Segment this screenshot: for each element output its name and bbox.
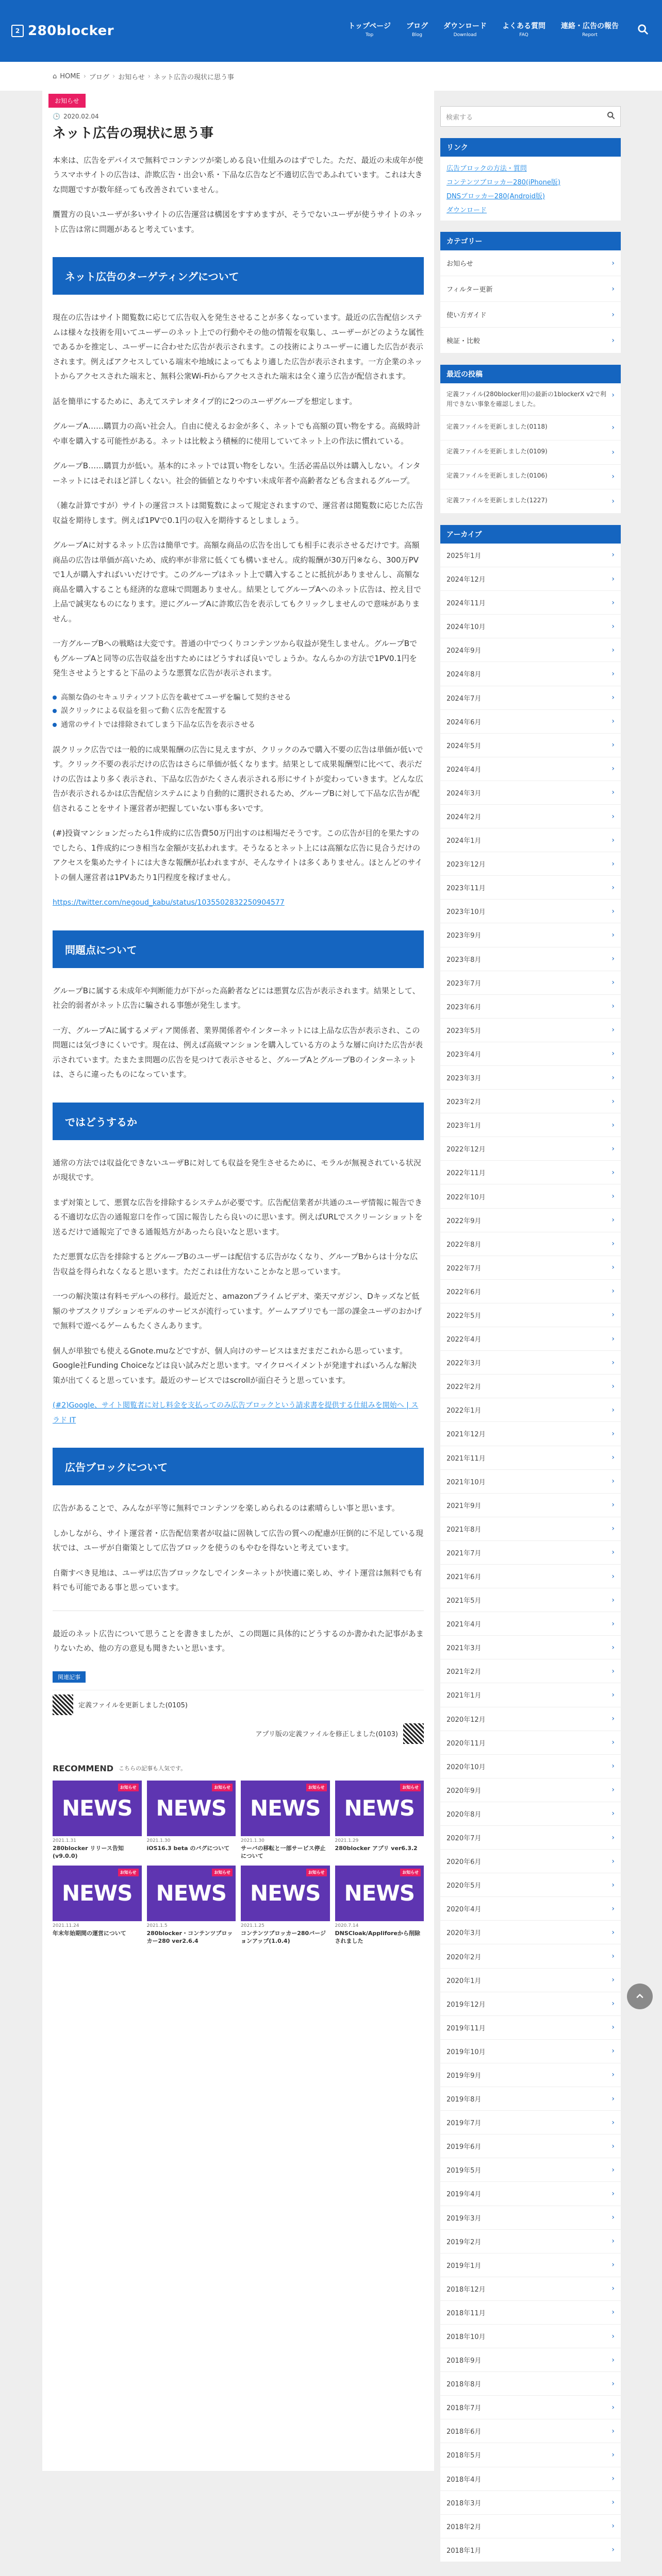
chevron-right-icon: ›: [611, 574, 615, 583]
card-thumbnail: お知らせ NEWS: [147, 1781, 236, 1836]
post-thumbnail: [403, 1723, 424, 1744]
section-heading: 広告ブロックについて: [53, 1448, 424, 1485]
breadcrumb-category[interactable]: お知らせ: [118, 73, 145, 81]
archive-item[interactable]: 2020年4月 ›: [440, 1897, 621, 1921]
archive-item[interactable]: 2018年5月 ›: [440, 2443, 621, 2467]
recommend-card[interactable]: お知らせ NEWS 2021.1.31 280blocker リリース告知(v9.0.0): [53, 1781, 142, 1860]
chevron-right-icon: ›: [611, 1311, 615, 1319]
chevron-right-icon: ›: [611, 336, 615, 345]
archive-item[interactable]: 2022年4月 ›: [440, 1327, 621, 1351]
archive-item[interactable]: 2020年2月 ›: [440, 1944, 621, 1968]
chevron-right-icon: ›: [611, 284, 615, 293]
chevron-right-icon: ›: [611, 1144, 615, 1153]
intro-paragraph: 贋置方の良いユーザが多いサイトの広告運営は構図をすすめますが、そうでないユーザが使うサイトのネット広告は常に問題があると考えています。: [53, 210, 423, 234]
nav-faq[interactable]: よくある質問 FAQ: [502, 22, 545, 38]
nav-blog[interactable]: ブログ Blog: [406, 22, 428, 38]
archive-item[interactable]: 2019年7月 ›: [440, 2111, 621, 2134]
chevron-right-icon: ›: [611, 1429, 615, 1438]
archive-item[interactable]: 2024年11月 ›: [440, 591, 621, 615]
archive-item[interactable]: 2020年7月 ›: [440, 1826, 621, 1850]
chevron-right-icon: ›: [611, 1880, 615, 1889]
chevron-right-icon: ›: [611, 1904, 615, 1913]
body-paragraph: 一つの解決策は有料モデルへの移行。最近だと、amazonプライムビデオ、楽天マガジン、Dキッズなど低額のサブスクリプションモデルのサービスが流行っています。ゲームアプリでも一部の課金ユーザのおかげで無料で遊べるゲームもたくさんあります。: [53, 1292, 422, 1331]
chevron-right-icon: ›: [611, 741, 615, 750]
archive-item[interactable]: 2019年10月 ›: [440, 2040, 621, 2063]
archive-item[interactable]: 2024年8月 ›: [440, 662, 621, 686]
archive-item[interactable]: 2021年3月 ›: [440, 1636, 621, 1659]
logo-text: 280blocker: [28, 23, 114, 39]
section-heading: ネット広告のターゲティングについて: [53, 257, 424, 295]
breadcrumb: ⌂ HOME › ブログ › お知らせ › ネット広告の現状に思う事: [0, 62, 662, 91]
recent-post[interactable]: 定義ファイルを更新しました(0109) ›: [440, 440, 621, 465]
chevron-right-icon: ›: [611, 907, 615, 916]
section-heading: 問題点について: [53, 930, 424, 968]
sidebar-link[interactable]: コンテンツブロッカー280(iPhone版): [446, 179, 560, 187]
post-date: 🕒 2020.02.04: [53, 113, 99, 120]
chevron-right-icon: ›: [611, 1857, 615, 1866]
archive-item[interactable]: 2022年9月 ›: [440, 1209, 621, 1232]
chevron-right-icon: ›: [611, 2047, 615, 2056]
archive-item[interactable]: 2021年8月 ›: [440, 1517, 621, 1541]
chevron-right-icon: ›: [611, 1596, 615, 1604]
archive-item[interactable]: 2023年12月 ›: [440, 852, 621, 876]
chevron-right-icon: ›: [611, 310, 615, 319]
body-paragraph: ただ悪質な広告を排除するとグループBのユーザーは配信する広告がなくなり、グループBからは十分な広告収益を得られなくなると思います。ただこれは仕方ないことかなと思っています。: [53, 1252, 418, 1276]
archive-item[interactable]: 2023年1月 ›: [440, 1113, 621, 1137]
chevron-right-icon: ›: [611, 930, 615, 939]
site-header: [0, 0, 662, 62]
archive-item[interactable]: 2018年1月 ›: [440, 2538, 621, 2562]
recent-post[interactable]: 定義ファイルを更新しました(0118) ›: [440, 416, 621, 440]
chevron-right-icon: ›: [611, 1976, 615, 1985]
chevron-right-icon: ›: [611, 2546, 615, 2554]
archive-item[interactable]: 2022年11月 ›: [440, 1161, 621, 1184]
chevron-right-icon: ›: [611, 2237, 615, 2246]
chevron-right-icon: ›: [611, 1619, 615, 1628]
widget-title-links: リンク: [440, 138, 621, 157]
section-heading: ではどうするか: [53, 1103, 424, 1140]
archive-item[interactable]: 2020年11月 ›: [440, 1731, 621, 1755]
card-thumbnail: お知らせ NEWS: [53, 1866, 142, 1921]
bullet-list: [53, 691, 424, 732]
post-navigation: [53, 1690, 424, 1748]
breadcrumb-blog[interactable]: ブログ: [89, 73, 109, 81]
chevron-right-icon: ›: [611, 2165, 615, 2174]
clock-icon: 🕒: [53, 113, 60, 120]
scroll-to-top-button[interactable]: [627, 1984, 653, 2009]
article: [42, 91, 434, 2471]
chevron-right-icon: ›: [611, 497, 615, 505]
archive-item[interactable]: 2023年5月 ›: [440, 1019, 621, 1042]
body-paragraph: グループAに対するネット広告は簡単です。高額な商品の広告を出しても相手に表示させるだけです。高額商品の広告は単価が高いため、成約率が非常に低くても構いません。成約報酬が30万円※なら、300万PVで1人が購入すればいいだけです。このグループはネット上で購入することに抵抗がありませんし、高額な商品を購入することも経済的な意味で問題ありません。結果としてグループAへのネット広告は、控え目で上品で誠実なものになります。逆にグループAに詐欺広告を表示してもクリックしませんので意味がありません。: [53, 540, 421, 623]
chevron-right-icon: ›: [611, 1049, 615, 1058]
chevron-right-icon: ›: [611, 2355, 615, 2364]
chevron-right-icon: ›: [611, 1477, 615, 1486]
recommend-card[interactable]: お知らせ NEWS 2021.1.30 iOS16.3 beta のバグについて: [147, 1781, 236, 1860]
chevron-right-icon: ›: [611, 1263, 615, 1272]
body-paragraph: 通常の方法では収益化できないユーザBに対しても収益を発生させるために、モラルが無視されている状況が現状です。: [53, 1158, 421, 1182]
archive-item[interactable]: 2019年8月 ›: [440, 2087, 621, 2111]
archive-item[interactable]: 2022年6月 ›: [440, 1280, 621, 1303]
list-item: 通常のサイトでは排除されてしまう下品な広告を表示させる: [53, 718, 424, 732]
archive-item[interactable]: 2021年10月 ›: [440, 1470, 621, 1494]
card-thumbnail: お知らせ NEWS: [53, 1781, 142, 1836]
chevron-right-icon: ›: [611, 788, 615, 797]
archive-item[interactable]: 2022年2月 ›: [440, 1375, 621, 1398]
archive-item[interactable]: 2021年11月 ›: [440, 1446, 621, 1470]
chevron-right-icon: ›: [611, 1240, 615, 1248]
post-thumbnail: [53, 1694, 73, 1715]
archive-item[interactable]: 2023年10月 ›: [440, 900, 621, 923]
page-title: ネット広告の現状に思う事: [53, 126, 214, 141]
widget-title-recent: 最近の投稿: [440, 365, 621, 383]
archive-item[interactable]: 2021年7月 ›: [440, 1541, 621, 1565]
logo-mark: 2: [11, 25, 24, 37]
chevron-right-icon: ›: [611, 1358, 615, 1367]
archive-item[interactable]: 2020年9月 ›: [440, 1778, 621, 1802]
archive-item[interactable]: 2019年3月 ›: [440, 2206, 621, 2230]
archive-item[interactable]: 2023年2月 ›: [440, 1090, 621, 1113]
archive-item[interactable]: 2022年7月 ›: [440, 1256, 621, 1280]
chevron-right-icon: ›: [611, 2427, 615, 2435]
archive-item[interactable]: 2018年7月 ›: [440, 2396, 621, 2419]
chevron-right-icon: ›: [611, 1809, 615, 1818]
category-item[interactable]: フィルター更新 ›: [440, 276, 621, 302]
recent-posts: [440, 383, 621, 514]
archive-item[interactable]: 2020年6月 ›: [440, 1850, 621, 1873]
archive-item[interactable]: 2018年9月 ›: [440, 2348, 621, 2372]
chevron-right-icon: ›: [611, 765, 615, 773]
chevron-right-icon: ›: [611, 2522, 615, 2531]
chevron-right-icon: ›: [611, 1097, 615, 1106]
body-paragraph: 話を簡単にするために、あえてステレオタイプ的に2つのユーザグループを想定します。: [53, 396, 357, 406]
body-paragraph: 誤クリック広告では一般的に成果報酬の広告に見えますが、クリックのみで購入不要の広告は単価が低いです。クリック不要の表示だけの広告はさらに単価が低くなります。結果として成果報酬型に比べて、表示だけの広告はより多く表示され、下品な広告がたくさん表示される形にサイトが変わっていきます。どんな広告が表示されるかは広告配信システムにより自動的に選択されるため、グループBに対して下品な広告が配信されることをサイト運営者が把握していない事も多いです。: [53, 744, 423, 813]
chevron-right-icon: ›: [611, 1334, 615, 1343]
breadcrumb-home[interactable]: HOME: [60, 72, 80, 80]
chevron-right-icon: ›: [611, 1216, 615, 1225]
recommend-heading: RECOMMEND こちらの記事も人気です。: [53, 1763, 187, 1773]
card-thumbnail: お知らせ NEWS: [241, 1781, 330, 1836]
archive-item[interactable]: 2021年6月 ›: [440, 1565, 621, 1588]
body-paragraph: グループB……購買力が低い。基本的にネットでは買い物をしない。生活必需品以外は購入しない。インターネットにはそれほど詳しくない。社会的価値となりやすい未成年者や高齢者なども含まれるグループ。: [53, 461, 421, 485]
search-icon[interactable]: [634, 21, 652, 38]
chevron-right-icon: ›: [611, 1192, 615, 1201]
archive-item[interactable]: 2024年12月 ›: [440, 567, 621, 591]
global-nav: [348, 21, 652, 38]
archive-item[interactable]: 2019年2月 ›: [440, 2230, 621, 2253]
archive-item[interactable]: 2024年3月 ›: [440, 781, 621, 805]
chevron-right-icon: ›: [611, 1667, 615, 1675]
body-paragraph: 個人が単独でも使えるGnote.muなどですが、個人向けのサービスはまだまだこれから思っています。Google社Funding Choiceなどは良い試みだと思います。マイクロペイメントが発達すればいろんな解決策が出てくると思っています。最近のサービスではscrollが面白そうと思っています。: [53, 1346, 417, 1385]
chevron-right-icon: ›: [611, 2118, 615, 2127]
category-item[interactable]: 検証・比較 ›: [440, 328, 621, 353]
archive-item[interactable]: 2019年5月 ›: [440, 2158, 621, 2182]
chevron-right-icon: ›: [611, 2498, 615, 2507]
chevron-right-icon: ›: [611, 423, 615, 432]
archive-item[interactable]: 2023年8月 ›: [440, 947, 621, 971]
archive-item[interactable]: 2021年9月 ›: [440, 1494, 621, 1517]
widget-title-categories: カテゴリー: [440, 232, 621, 250]
archive-item[interactable]: 2019年6月 ›: [440, 2134, 621, 2158]
archive-item[interactable]: 2018年8月 ›: [440, 2372, 621, 2396]
archive-item[interactable]: 2024年5月 ›: [440, 734, 621, 757]
chevron-right-icon: ›: [611, 622, 615, 631]
archive-item[interactable]: 2021年1月 ›: [440, 1683, 621, 1707]
chevron-right-icon: ›: [611, 978, 615, 987]
archive-item[interactable]: 2024年1月 ›: [440, 828, 621, 852]
list-item: 誤クリックによる収益を狙って動く広告を配置する: [53, 704, 424, 718]
archive-item[interactable]: 2023年11月 ›: [440, 876, 621, 900]
chevron-right-icon: ›: [611, 1453, 615, 1462]
recommend-card[interactable]: お知らせ NEWS 2020.7.14 DNSCloak/Appliforeから削除されました: [335, 1866, 424, 1945]
recommend-card[interactable]: お知らせ NEWS 2021.1.25 コンテンツブロッカー280バージョンアップ(1.0.4): [241, 1866, 330, 1945]
chevron-right-icon: ›: [611, 669, 615, 678]
card-thumbnail: お知らせ NEWS: [335, 1866, 424, 1921]
body-paragraph: 一方グループBへの戦略は大変です。普通の中でつくりコンテンツから収益が発生しません。グループBでもグループAと同等の広告収益を出すためにはどうすれば良いでしょうか。なんらかの方法で1PV0.1円を発生させようとすると下品のような悪質な広告が表示されます。: [53, 639, 418, 678]
archive-item[interactable]: 2018年4月 ›: [440, 2467, 621, 2491]
chevron-right-icon: ›: [611, 646, 615, 654]
prev-post-link[interactable]: 定義ファイルを更新しました(0105): [53, 1690, 424, 1719]
archive-item[interactable]: 2020年8月 ›: [440, 1802, 621, 1826]
body-paragraph: (#)投資マンションだったら1件成約に広告費50万円出すのは相場だそうです。この広告が目的を果たすのでしたら、1件成約につき相当な金額が支払われます。そうなるとネット上には高額な広告に見合うだけのアクセスを集めたサイトには大きな報酬が払われますが、そんなサイトは多くありません。ほとんどのサイトの個人運営者は1PVあたり1円程度を稼げません。: [53, 828, 423, 882]
archive-item[interactable]: 2019年1月 ›: [440, 2253, 621, 2277]
twitter-link[interactable]: https://twitter.com/negoud_kabu/status/1035502832250904577: [53, 899, 285, 907]
chevron-right-icon: ›: [611, 812, 615, 821]
chevron-right-icon: ›: [611, 1002, 615, 1011]
chevron-right-icon: ›: [611, 1572, 615, 1581]
chevron-right-icon: ›: [611, 2332, 615, 2341]
archive-item[interactable]: 2022年8月 ›: [440, 1232, 621, 1256]
chevron-right-icon: ›: [611, 1524, 615, 1533]
chevron-right-icon: ›: [611, 1738, 615, 1747]
chevron-right-icon: ›: [611, 1762, 615, 1771]
recommend-card[interactable]: お知らせ NEWS 2021.1.5 280blocker・コンテンツブロッカー280 ver2.6.4: [147, 1866, 236, 1945]
recommend-card[interactable]: お知らせ NEWS 2021.1.29 280blocker アプリ ver6.3.2: [335, 1781, 424, 1860]
archive-item[interactable]: 2020年10月 ›: [440, 1755, 621, 1778]
intro-paragraph: 本来は、広告をデバイスで無料でコンテンツが楽しめる良い仕組みのはずでした。ただ、最近の未成年が使うスマホサイトの広告は、詐欺広告・出会い系・下品な広告など不適切広告であふれています。これは大きな問題ですが数年経っても改善されていません。: [53, 155, 423, 194]
archive-list: [440, 544, 621, 2562]
archive-item[interactable]: 2023年4月 ›: [440, 1042, 621, 1066]
archive-item[interactable]: 2024年4月 ›: [440, 757, 621, 781]
category-list: [440, 250, 621, 353]
archive-item[interactable]: 2024年7月 ›: [440, 686, 621, 710]
sidebar-link[interactable]: ダウンロード: [446, 207, 487, 214]
recent-post[interactable]: 定義ファイルを更新しました(1227) ›: [440, 489, 621, 514]
chevron-right-icon: ›: [611, 391, 615, 399]
archive-item[interactable]: 2018年12月 ›: [440, 2277, 621, 2301]
next-post-link[interactable]: アプリ版の定義ファイルを修正しました(0103): [53, 1719, 424, 1748]
chevron-right-icon: ›: [611, 1786, 615, 1794]
archive-item[interactable]: 2024年10月 ›: [440, 615, 621, 638]
chevron-right-icon: ›: [611, 2450, 615, 2459]
nav-download[interactable]: ダウンロード Download: [443, 22, 487, 38]
archive-item[interactable]: 2024年9月 ›: [440, 638, 621, 662]
site-logo[interactable]: [11, 23, 114, 39]
chevron-right-icon: ›: [611, 1999, 615, 2008]
recent-post[interactable]: 定義ファイルを更新しました(0106) ›: [440, 465, 621, 489]
body-paragraph: 自衛すべき見地は、ユーザは広告ブロックなしでインターネットが快適に楽しめ、サイト運営は無料でも有料でも可能である事と思っています。: [53, 1568, 422, 1592]
body-paragraph: 広告があることで、みんなが平等に無料でコンテンツを楽しめられるのは素晴らしい事と思います。: [53, 1503, 400, 1513]
archive-item[interactable]: 2025年1月 ›: [440, 544, 621, 567]
chevron-right-icon: ›: [611, 1690, 615, 1699]
archive-item[interactable]: 2024年6月 ›: [440, 710, 621, 734]
archive-item[interactable]: 2022年12月 ›: [440, 1137, 621, 1161]
chevron-right-icon: ›: [611, 1952, 615, 1961]
nav-top[interactable]: トップページ Top: [348, 22, 391, 38]
chevron-right-icon: ›: [611, 2261, 615, 2269]
chevron-right-icon: ›: [611, 955, 615, 963]
chevron-right-icon: ›: [611, 2023, 615, 2032]
archive-item[interactable]: 2019年4月 ›: [440, 2182, 621, 2206]
chevron-right-icon: ›: [611, 1833, 615, 1842]
chevron-right-icon: ›: [611, 1928, 615, 1937]
archive-item[interactable]: 2023年3月 ›: [440, 1066, 621, 1090]
archive-item[interactable]: 2020年12月 ›: [440, 1707, 621, 1731]
archive-item[interactable]: 2022年10月 ›: [440, 1184, 621, 1208]
chevron-right-icon: ›: [611, 472, 615, 481]
chevron-right-icon: ›: [611, 2094, 615, 2103]
category-item[interactable]: お知らせ ›: [440, 250, 621, 276]
chevron-right-icon: ›: [611, 1121, 615, 1129]
archive-item[interactable]: 2023年6月 ›: [440, 995, 621, 1019]
sidebar-link[interactable]: 広告ブロックの方法・質問: [446, 165, 527, 173]
recent-post[interactable]: 定義ファイル(280blocker用)の最新の1blockerX v2で利用できない事象を確認しました。 ›: [440, 383, 621, 416]
body-paragraph: グループA……購買力の高い社会人。自由に使えるお金が多く、ネットでも高額の買い物をする。高級時計や車を購入する可能性がある。ネットは比較よう積極的に使用していてネット上の作法に慣れている。: [53, 421, 421, 446]
sidebar-link[interactable]: DNSブロッカー280(Android版): [446, 193, 545, 200]
chevron-right-icon: ›: [611, 1405, 615, 1414]
body-paragraph: （雑な計算ですが）サイトの運営コストは閲覧数によって規定されますので、運営者は閲覧数に応じた広告収益を期待します。例えば1PVで0.1円の収入を期待するとしましょう。: [53, 501, 423, 525]
chevron-right-icon: ›: [611, 836, 615, 844]
search-input[interactable]: 検索する: [440, 106, 621, 127]
archive-item[interactable]: 2020年5月 ›: [440, 1873, 621, 1897]
home-icon: ⌂: [53, 72, 57, 80]
chevron-right-icon: ›: [611, 859, 615, 868]
chevron-right-icon: ›: [611, 2189, 615, 2198]
body-paragraph: しかしながら、サイト運営者・広告配信業者が収益に固執して広告の質への配慮が圧倒的に不足している現状では、ユーザが自衛策として広告ブロックを使うのもやむを得ないと考えています。: [53, 1528, 423, 1553]
chevron-right-icon: ›: [611, 1026, 615, 1035]
related-label: 関連記事: [53, 1671, 86, 1683]
chevron-right-icon: ›: [611, 551, 615, 560]
chevron-right-icon: ›: [611, 1548, 615, 1557]
chevron-right-icon: ›: [611, 1715, 615, 1723]
archive-item[interactable]: 2021年2月 ›: [440, 1659, 621, 1683]
chevron-right-icon: ›: [611, 883, 615, 892]
chevron-right-icon: ›: [611, 259, 615, 267]
archive-item[interactable]: 2019年12月 ›: [440, 1992, 621, 2016]
nav-report[interactable]: 連絡・広告の報告 Report: [561, 22, 619, 38]
sidebar: [440, 106, 621, 2562]
archive-item[interactable]: 2021年4月 ›: [440, 1612, 621, 1636]
archive-item[interactable]: 2019年11月 ›: [440, 2016, 621, 2040]
body-paragraph: まず対策として、悪質な広告を排除するシステムが必要です。広告配信業者が共通のユーザ情報に報告できる不適切な広告の通報窓口を作って国に報告したら良いのに思います。例えばURLでスクリーンショットを送るだけで通報完了できる通報処方があったら良いなと思います。: [53, 1197, 423, 1236]
chevron-right-icon: ›: [611, 2475, 615, 2483]
chevron-right-icon: ›: [611, 2403, 615, 2412]
archive-item[interactable]: 2020年1月 ›: [440, 1969, 621, 1992]
chevron-right-icon: ›: [611, 717, 615, 726]
archive-item[interactable]: 2022年3月 ›: [440, 1351, 621, 1375]
search-icon[interactable]: [607, 111, 615, 122]
link-list: [440, 157, 621, 221]
widget-title-archive: アーカイブ: [440, 525, 621, 544]
recommend-grid: [53, 1781, 424, 1945]
recommend-card[interactable]: お知らせ NEWS 2021.1.30 サーバの移転と一部サービス停止について: [241, 1781, 330, 1860]
chevron-right-icon: ›: [611, 2213, 615, 2222]
chevron-right-icon: ›: [611, 1287, 615, 1296]
body-paragraph: 現在の広告はサイト閲覧数に応じて広告収入を発生させることが多くなっています。最近の広告配信システムは様々な技術を用いてユーザーのネット上での行動やその他の情報を収集し、ユーザーがどのような属性であるかを推定し、ユーザーに合わせた広告が表示されます。この技術によりユーザーに適した広告が表示されます。例えばアクセスしている端末や地域によってもより適した広告が表示されます。一方企業のネットからアクセスされた端末と、無料公衆Wi-Fiからアクセスされた端末は全く違う広告が配信されます。: [53, 313, 424, 381]
archive-item[interactable]: 2024年2月 ›: [440, 805, 621, 828]
body-paragraph: 最近のネット広告について思うことを書きましたが、この問題に具体的にどうするのか書かれた記事があまりないため、他の方の意見も聞きたいと思います。: [53, 1629, 424, 1653]
archive-item[interactable]: 2018年3月 ›: [440, 2491, 621, 2515]
archive-item[interactable]: 2020年3月 ›: [440, 1921, 621, 1944]
chevron-right-icon: ›: [611, 1643, 615, 1652]
category-item[interactable]: 使い方ガイド ›: [440, 302, 621, 328]
archive-item[interactable]: 2018年6月 ›: [440, 2419, 621, 2443]
card-thumbnail: お知らせ NEWS: [147, 1866, 236, 1921]
archive-item[interactable]: 2018年2月 ›: [440, 2515, 621, 2538]
body-paragraph: 一方、グループAに属するメディア関係者、業界関係者やインターネットには上品な広告が表示され、この問題には気づきにくいです。現在は、例えば高級マンションを購入している方のような層に向けた広告が表示されています。たまたま問題の広告を見つけて表示させると、グループAとグループBのインターネットは、さらに違ったものになっています。: [53, 1025, 423, 1079]
archive-item[interactable]: 2022年5月 ›: [440, 1303, 621, 1327]
chevron-up-icon: [635, 1991, 645, 2002]
category-badge[interactable]: お知らせ: [48, 94, 86, 108]
chevron-right-icon: ›: [611, 2071, 615, 2079]
archive-item[interactable]: 2019年9月 ›: [440, 2063, 621, 2087]
chevron-right-icon: ›: [611, 2308, 615, 2317]
chevron-right-icon: ›: [611, 598, 615, 607]
archive-item[interactable]: 2023年7月 ›: [440, 971, 621, 995]
recommend-card[interactable]: お知らせ NEWS 2021.11.24 年末年始期間の運営について: [53, 1866, 142, 1945]
archive-item[interactable]: 2022年1月 ›: [440, 1398, 621, 1422]
archive-item[interactable]: 2023年9月 ›: [440, 923, 621, 947]
chevron-right-icon: ›: [611, 1382, 615, 1391]
chevron-right-icon: ›: [611, 1073, 615, 1082]
chevron-right-icon: ›: [611, 693, 615, 702]
archive-item[interactable]: 2018年10月 ›: [440, 2325, 621, 2348]
chevron-right-icon: ›: [611, 448, 615, 456]
card-thumbnail: お知らせ NEWS: [335, 1781, 424, 1836]
chevron-right-icon: ›: [611, 1168, 615, 1177]
slashdot-link[interactable]: (#2)Google、サイト閲覧者に対し料金を支払ってのみ広告ブロックという請求書を提供する仕組みを開始へ | スラド IT: [53, 1401, 419, 1425]
body-paragraph: グループBに属する未成年や判断能力が下がった高齢者などには悪質な広告が表示されます。結果として、社会的弱者がネット広告に騙される事態が発生します。: [53, 986, 420, 1010]
archive-item[interactable]: 2021年5月 ›: [440, 1588, 621, 1612]
chevron-right-icon: ›: [611, 2284, 615, 2293]
list-item: 高額な偽のセキュリティソフト広告を載せてユーザを騙して契約させる: [53, 691, 424, 705]
breadcrumb-current: ネット広告の現状に思う事: [153, 73, 234, 81]
archive-item[interactable]: 2021年12月 ›: [440, 1422, 621, 1446]
chevron-right-icon: ›: [611, 2379, 615, 2388]
archive-item[interactable]: 2018年11月 ›: [440, 2301, 621, 2325]
card-thumbnail: お知らせ NEWS: [241, 1866, 330, 1921]
chevron-right-icon: ›: [611, 1501, 615, 1510]
chevron-right-icon: ›: [611, 2142, 615, 2150]
